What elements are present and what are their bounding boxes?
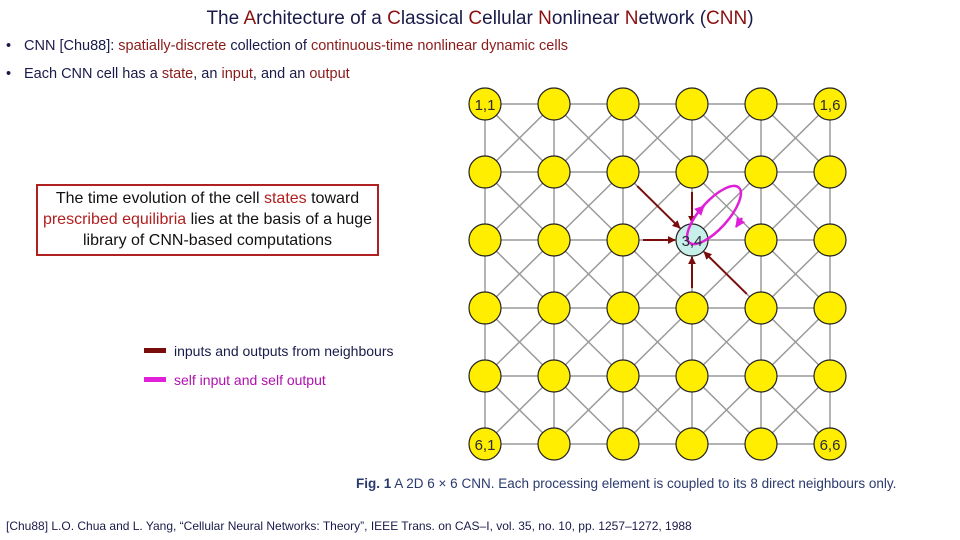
cnn-cell <box>538 292 570 324</box>
bullet-segment: continuous-time nonlinear dynamic cells <box>310 38 569 54</box>
bullet-segment: , and an <box>252 66 310 82</box>
bullet-segment: state <box>161 66 194 82</box>
title-segment: onlinear <box>551 8 625 29</box>
cnn-cell <box>814 156 846 188</box>
title-segment: etwork ( <box>638 8 707 29</box>
cnn-cell <box>745 360 777 392</box>
cnn-cell <box>676 428 708 460</box>
cell-index-label: 6,6 <box>819 437 841 454</box>
neighbour-input-arrow <box>704 252 747 294</box>
cnn-cell <box>607 292 639 324</box>
bullet-marker: • <box>6 38 12 54</box>
cnn-cell <box>676 292 708 324</box>
cnn-cell <box>745 428 777 460</box>
cnn-cell <box>538 428 570 460</box>
cnn-cell <box>607 88 639 120</box>
title-segment: A <box>243 8 257 29</box>
cnn-cell <box>745 224 777 256</box>
neighbour-input-arrow <box>637 186 680 228</box>
bullet-segment: spatially-discrete <box>118 38 227 54</box>
bullet-segment: output <box>309 66 350 82</box>
neighbour-legend-label: inputs and outputs from neighbours <box>174 343 394 359</box>
title-segment: ellular <box>482 8 539 29</box>
title-segment: N <box>538 8 552 29</box>
cell-index-label: 3,4 <box>681 233 703 250</box>
reference-citation: [Chu88] L.O. Chua and L. Yang, “Cellular Neural Networks: Theory”, IEEE Trans. on CAS–I, vol. 35, no. 10, pp. 1257–1272, 1988 <box>6 519 692 533</box>
self-legend-label: self input and self output <box>174 372 326 388</box>
cnn-cell <box>676 360 708 392</box>
cnn-cell <box>538 88 570 120</box>
bullet-segment: CNN [Chu88]: <box>24 38 119 54</box>
cnn-cell <box>814 292 846 324</box>
cnn-cell <box>469 224 501 256</box>
cnn-cell <box>469 156 501 188</box>
cnn-cell <box>676 156 708 188</box>
cnn-cell <box>745 156 777 188</box>
cnn-cell <box>607 428 639 460</box>
bullet-marker: • <box>6 66 12 82</box>
cnn-cell <box>538 224 570 256</box>
bullet-segment: Each CNN cell has a <box>24 66 162 82</box>
title-segment: CNN <box>706 8 748 29</box>
cnn-cell <box>538 156 570 188</box>
callout-segment: prescribed equilibria <box>42 211 187 228</box>
title-segment: ) <box>747 8 754 29</box>
title-segment: C <box>387 8 401 29</box>
cnn-cell <box>538 360 570 392</box>
title-segment: rchitecture of a <box>256 8 388 29</box>
bullet-segment: collection of <box>226 38 311 54</box>
cell-index-label: 1,1 <box>474 97 496 114</box>
title-segment: The <box>206 8 244 29</box>
cnn-cell <box>745 88 777 120</box>
title-segment: lassical <box>400 8 469 29</box>
bullet-segment: input <box>221 66 253 82</box>
cell-index-label: 6,1 <box>474 437 496 454</box>
cnn-cell <box>607 156 639 188</box>
figure-caption <box>356 476 896 491</box>
callout-segment: states <box>263 190 307 207</box>
callout-segment: lies at the basis of a huge library of CNN-based computations <box>83 211 373 249</box>
callout-segment: The time evolution of the cell <box>55 190 264 207</box>
title-segment: N <box>624 8 639 29</box>
cnn-cell <box>676 88 708 120</box>
title-segment: C <box>468 8 483 29</box>
cnn-cell <box>814 360 846 392</box>
cnn-cell <box>469 292 501 324</box>
cell-index-label: 1,6 <box>819 97 841 114</box>
figure-caption-prefix: Fig. 1 <box>356 476 392 491</box>
cnn-cell <box>814 224 846 256</box>
cnn-cell <box>469 360 501 392</box>
bullet-segment: , an <box>193 66 222 82</box>
callout-segment: toward <box>306 190 360 207</box>
cnn-cell <box>745 292 777 324</box>
figure-caption-text: A 2D 6 × 6 CNN. Each processing element is coupled to its 8 direct neighbours only. <box>391 476 897 491</box>
cnn-cell <box>607 360 639 392</box>
cnn-cell <box>607 224 639 256</box>
